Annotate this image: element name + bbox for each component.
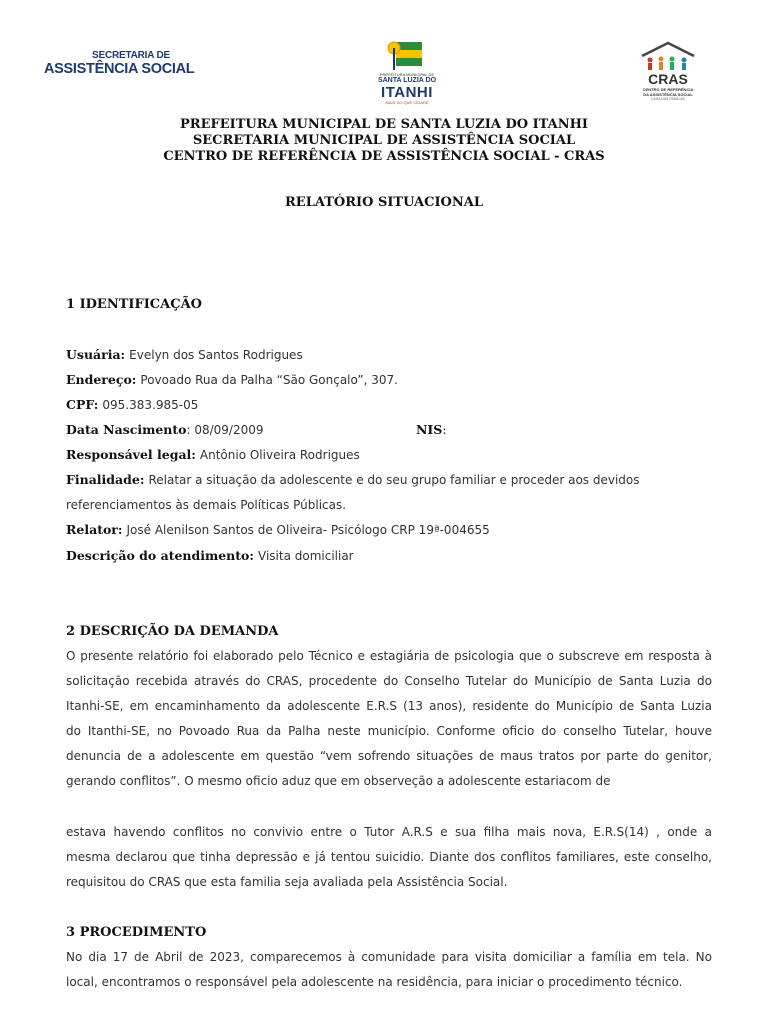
secretaria-assistencia-social-logo	[44, 50, 195, 82]
field-guardian-label: Responsável legal:	[66, 447, 196, 462]
logo-center-slogan: MAIS DO QUE CIDADE	[385, 100, 429, 105]
field-purpose-value-2: referenciamentos às demais Políticas Públicas.	[66, 498, 347, 512]
cras-logo-tagline: CASA DAS FAMÍLIAS	[650, 97, 686, 101]
cras-logo-subtitle	[636, 87, 700, 97]
santa-luzia-itanhi-logo	[364, 38, 450, 104]
field-nis	[416, 422, 447, 437]
logo-left-line1: SECRETARIA DE	[92, 50, 170, 61]
field-user-label: Usuária:	[66, 347, 126, 362]
procedure-line-2: local, encontramos o responsável pela adolescente na residência, para iniciar o procedimento técnico.	[66, 975, 683, 989]
field-guardian	[66, 447, 360, 462]
field-birth-date	[66, 422, 264, 437]
field-nis-label: NIS	[416, 422, 443, 437]
field-purpose	[66, 472, 640, 487]
field-address-label: Endereço:	[66, 372, 137, 387]
demand-line-3: Itanhi-SE, em encaminhamento da adolescente E.R.S (13 anos), residente do Município de Santa Luzia	[66, 699, 712, 713]
field-service	[66, 548, 354, 563]
cras-logo	[636, 40, 700, 104]
field-reporter	[66, 522, 490, 537]
field-reporter-label: Relator:	[66, 522, 123, 537]
section-demand-title: 2 DESCRIÇÃO DA DEMANDA	[66, 624, 279, 639]
municipal-flag-icon	[374, 38, 440, 72]
field-user-value: Evelyn dos Santos Rodrigues	[129, 348, 303, 362]
header-line-2: SECRETARIA MUNICIPAL DE ASSISTÊNCIA SOCIAL	[192, 133, 576, 148]
field-birth-label: Data Nascimento	[66, 422, 187, 437]
demand-line-5: denuncia de a adolescente em questão “vem sofrendo situações de maus tratos por parte do genitor,	[66, 749, 712, 763]
demand-line-1: O presente relatório foi elaborado pelo Técnico e estagiária de psicologia que o subscreve em resposta à	[66, 649, 712, 663]
report-title: RELATÓRIO SITUACIONAL	[285, 195, 483, 210]
demand-line-2: solicitação recebida através do CRAS, procedente do Conselho Tutelar do Município de Santa Luzia do	[66, 674, 712, 688]
field-purpose-continuation	[66, 497, 346, 512]
header-line-3: CENTRO DE REFERÊNCIA DE ASSISTÊNCIA SOCIAL - CRAS	[163, 149, 605, 164]
section-procedure-title: 3 PROCEDIMENTO	[66, 925, 207, 940]
cras-logo-subtitle-2: DA ASSISTÊNCIA SOCIAL	[643, 92, 693, 97]
field-reporter-value: José Alenilson Santos de Oliveira- Psicólogo CRP 19ª-004655	[126, 523, 490, 537]
field-user	[66, 347, 303, 362]
demand-line-7: estava havendo conflitos no convivio entre o Tutor A.R.S e sua filha mais nova, E.R.S(14) , onde a	[66, 825, 712, 839]
field-birth-value: : 08/09/2009	[186, 423, 264, 437]
house-icon	[636, 40, 700, 72]
cras-logo-name: CRAS	[648, 71, 688, 87]
field-address	[66, 372, 398, 387]
field-service-label: Descrição do atendimento:	[66, 548, 255, 563]
logo-left-line2: ASSISTÊNCIA SOCIAL	[44, 61, 195, 77]
logo-center-big: ITANHI	[381, 84, 433, 101]
field-cpf-value: 095.383.985-05	[102, 398, 199, 412]
procedure-line-1: No dia 17 de Abril de 2023, comparecemos à comunidade para visita domiciliar a família em tela. No	[66, 950, 712, 964]
field-guardian-value: Antônio Oliveira Rodrigues	[199, 448, 360, 462]
demand-line-8: mesma declarou que tinha depressão e já tentou suicidio. Diante dos conflitos familiares, este conselho,	[66, 850, 712, 864]
field-address-value: Povoado Rua da Palha “São Gonçalo”, 307.	[140, 373, 398, 387]
cras-logo-subtitle-1: CENTRO DE REFERÊNCIA	[642, 87, 694, 92]
logo-center-small: PREFEITURA MUNICIPAL DE	[379, 72, 435, 77]
field-cpf-label: CPF:	[66, 397, 99, 412]
demand-line-4: do Itanthi-SE, no Povoado Rua da Palha neste município. Conforme oficio do conselho Tutelar, houve	[66, 724, 712, 738]
logo-center-name: SANTA LUZIA DO	[377, 77, 437, 84]
field-service-value: Visita domiciliar	[258, 549, 354, 563]
field-nis-value: :	[442, 422, 447, 437]
field-cpf	[66, 397, 198, 412]
field-purpose-label: Finalidade:	[66, 472, 145, 487]
field-purpose-value-1: Relatar a situação da adolescente e do seu grupo familiar e proceder aos devidos	[148, 473, 640, 487]
header-line-1: PREFEITURA MUNICIPAL DE SANTA LUZIA DO ITANHI	[180, 117, 588, 132]
demand-line-6: gerando conflitos”. O mesmo oficio aduz que em observeção a adolescente estariacom de	[66, 774, 611, 788]
demand-line-9: requisitou do CRAS que esta familia seja avaliada pela Assistência Social.	[66, 875, 508, 889]
section-identification-title: 1 IDENTIFICAÇÃO	[66, 297, 202, 312]
